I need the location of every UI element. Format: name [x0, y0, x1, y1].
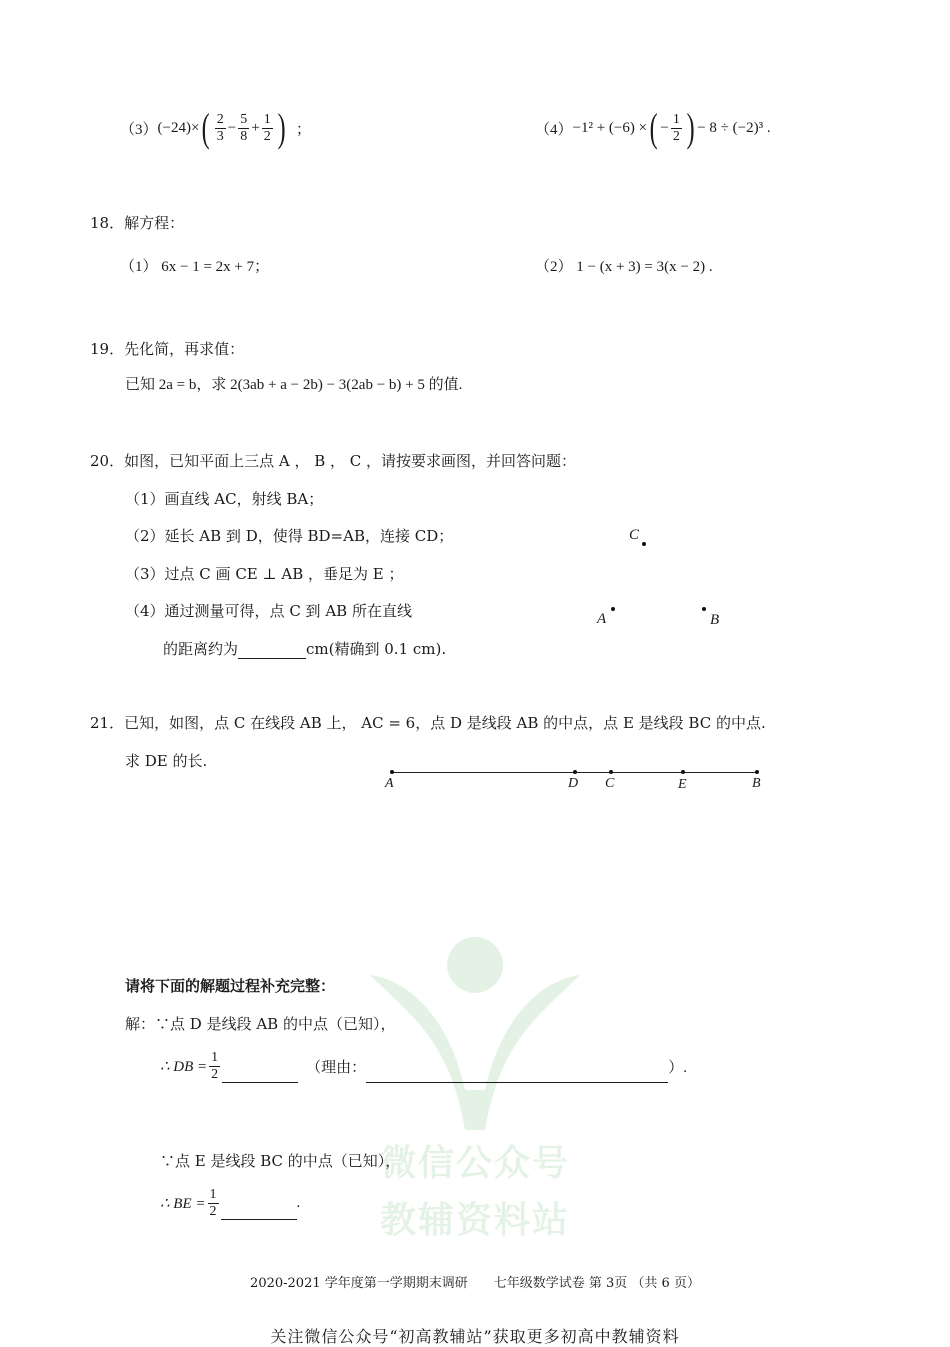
q21-line2 [160, 1044, 687, 1088]
q20-title: 20．如图，已知平面上三点 A ， B ， C ，请按要求画图，并回答问题： [90, 452, 577, 470]
q20-step3: （3）过点 C 画 CE ⊥ AB ，垂足为 E ； [125, 565, 404, 583]
segment-label-e: E [678, 777, 687, 792]
fraction: $\frac{1}{2}$ [209, 1187, 217, 1219]
watermark-line2: 教辅资料站 [379, 1200, 570, 1241]
q21-fill-title: 请将下面的解题过程补充完整： [125, 977, 336, 995]
fraction: $\frac{1}{2}$ [672, 112, 680, 144]
right-paren: ) [686, 105, 695, 150]
q20-step1: （1）画直线 AC，射线 BA； [125, 490, 324, 508]
left-paren: ( [202, 105, 211, 150]
q21-title: 21．已知，如图，点 C 在线段 AB 上， AC = 6，点 D 是线段 AB 的中点，点 E 是线段 BC 的中点. [90, 714, 766, 732]
point-c-label: C [629, 527, 640, 543]
fraction: $\frac{1}{2}$ [263, 112, 271, 144]
answer-prefix: 的距离约为 [163, 640, 239, 658]
punct: ； [296, 121, 312, 138]
answer-blank [222, 1065, 298, 1083]
q17-part3 [120, 100, 311, 156]
punct: ）. [668, 1059, 687, 1076]
segment-point-c [609, 770, 613, 774]
segment-label-b: B [752, 776, 761, 791]
promo-line: 关注微信公众号“初高教辅站”获取更多初高中教辅资料 [270, 1327, 680, 1346]
point-a-dot [611, 607, 615, 611]
segment-label-d: D [568, 776, 579, 791]
expr-text: ∴ BE = [160, 1195, 206, 1212]
q18-title: 18．解方程： [90, 214, 185, 232]
part-label: （4） [535, 121, 573, 138]
watermark-line1: 微信公众号 [379, 1143, 570, 1184]
fraction: $\frac{5}{8}$ [240, 112, 248, 144]
segment-point-d [573, 770, 577, 774]
point-b-dot [702, 607, 706, 611]
q20-step4-answer [163, 638, 446, 659]
q21-line3: ∵点 E 是线段 BC 的中点（已知）， [160, 1152, 401, 1170]
answer-blank [221, 1202, 297, 1220]
q18-part1: （1） 6x − 1 = 2x + 7； [120, 259, 270, 275]
part-label: （3） [120, 121, 158, 138]
right-paren: ) [277, 105, 286, 150]
segment-point-e [681, 770, 685, 774]
expr-text: − 8 ÷ (−2)³ . [697, 119, 771, 136]
q19-body: 已知 2a = b，求 2(3ab + a − 2b) − 3(2ab − b) + 5 的值. [125, 377, 463, 393]
q18-part2: （2） 1 − (x + 3) = 3(x − 2) . [535, 259, 713, 275]
operator: + [251, 119, 260, 136]
q21-ask: 求 DE 的长. [125, 752, 208, 770]
segment-label-c: C [605, 776, 615, 791]
q17-part4 [535, 100, 771, 156]
answer-suffix: cm(精确到 0.1 cm). [306, 640, 447, 658]
fraction: $\frac{2}{3}$ [216, 112, 224, 144]
operator: − [660, 119, 669, 136]
fraction: $\frac{1}{2}$ [211, 1050, 219, 1082]
q21-line4 [160, 1181, 300, 1225]
q20-step4: （4）通过测量可得，点 C 到 AB 所在直线 [125, 602, 412, 620]
expr-text: −1² + (−6) × [572, 119, 648, 136]
expr-text: ∴ DB = [160, 1058, 208, 1075]
punct: . [296, 1194, 301, 1211]
page-footer: 2020-2021 学年度第一学期期末调研 七年级数学试卷 第 3页 （共 6 页） [250, 1276, 700, 1291]
point-b-label: B [710, 612, 720, 628]
left-paren: ( [649, 105, 658, 150]
operator: − [227, 119, 237, 136]
q20-step2: （2）延长 AB 到 D，使得 BD=AB，连接 CD； [125, 527, 454, 545]
segment-label-a: A [385, 776, 394, 791]
reason-label: （理由： [306, 1059, 367, 1076]
q21-line1: 解：∵点 D 是线段 AB 的中点（已知）， [125, 1015, 396, 1033]
point-c-dot [642, 542, 646, 546]
reason-blank [366, 1065, 668, 1083]
q19-title: 19．先化简，再求值： [90, 340, 245, 358]
expr-text: (−24)× [157, 119, 200, 136]
point-a-label: A [597, 611, 607, 627]
segment-point-b [755, 770, 759, 774]
segment-point-a [390, 770, 394, 774]
answer-blank [238, 640, 306, 659]
